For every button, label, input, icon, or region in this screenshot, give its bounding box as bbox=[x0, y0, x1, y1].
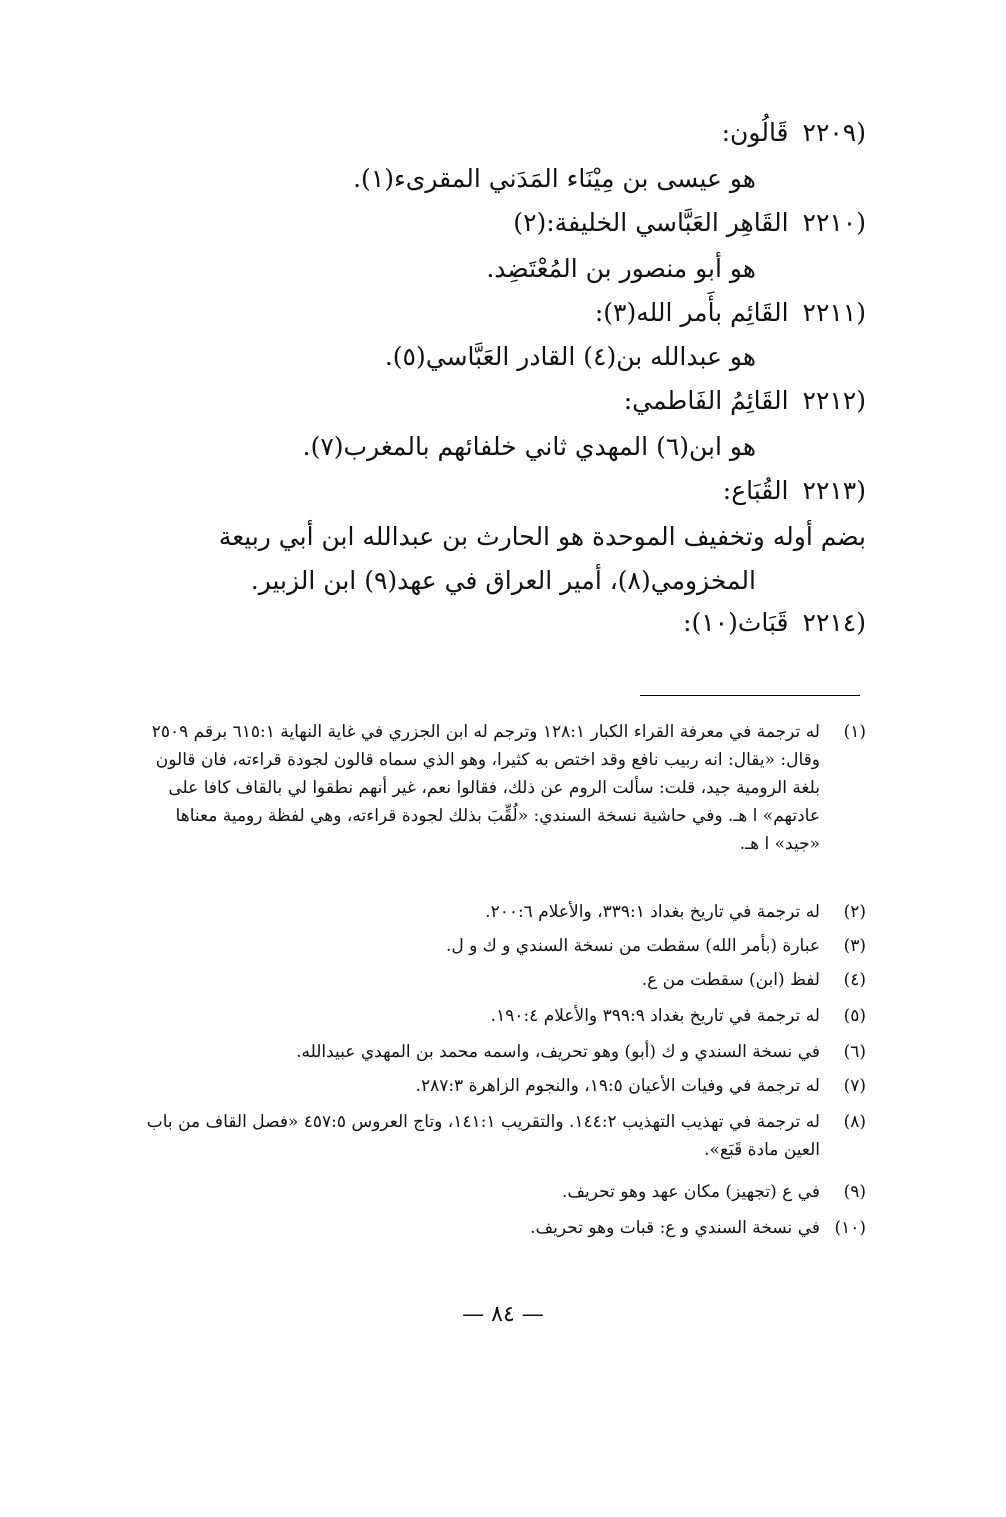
footnote-text: في نسخة السندي و ع: قبات وهو تحريف. bbox=[530, 1218, 820, 1238]
footnote-text: له ترجمة في معرفة القراء الكبار ١٢٨:١ وترجم له ابن الجزري في غاية النهاية ٦١٥:١ برقم ٢٥٠٩ وقال: «يقال: انه ربيب نافع وقد اختص به كثيرا، وهو الذي سماه قالون لجودة قراءته، فان قالون بلغة الرومية جيد، قلت: سألت الروم عن ذلك، فقالوا نعم، غير أنهم نطقوا لي بالقاف كافا على عادتهم» ا هـ. وفي حاشية نسخة السندي: «لُقِّبَ بذلك لجودة قراءته، وهي لفظة رومية معناها «جيد» ا هـ. bbox=[151, 722, 820, 854]
footnote-3 bbox=[140, 932, 866, 960]
footnote-text: لفظ (ابن) سقطت من ع. bbox=[641, 970, 820, 990]
footnote-text: له ترجمة في تاريخ بغداد ٣٩٩:٩ والأعلام ١٩٠:٤. bbox=[490, 1006, 820, 1026]
footnote-8 bbox=[140, 1108, 866, 1164]
footnote-number: (٤) bbox=[843, 970, 866, 990]
footnote-text: في ع (تجهيز) مكان عهد وهو تحريف. bbox=[561, 1182, 820, 1202]
entry-number: (٢٢١٠ bbox=[802, 208, 866, 237]
footnote-5 bbox=[140, 1002, 866, 1030]
entry-2213 bbox=[723, 476, 866, 505]
entry-number: (٢٢١١ bbox=[802, 298, 866, 327]
entry-title: القَاهِر العَبَّاسي الخليفة:(٢) bbox=[513, 208, 789, 237]
footnote-text: عبارة (بأمر الله) سقطت من نسخة السندي و ك و ل. bbox=[445, 936, 820, 956]
entry-2210 bbox=[513, 208, 866, 237]
entry-2212 bbox=[624, 386, 866, 415]
footnote-7 bbox=[140, 1072, 866, 1100]
footnote-text: في نسخة السندي و ك (أبو) وهو تحريف، واسمه محمد بن المهدي عبيدالله. bbox=[296, 1042, 820, 1062]
footnote-number: (٣) bbox=[843, 936, 866, 956]
footnote-9 bbox=[140, 1178, 866, 1206]
footnote-number: (٦) bbox=[843, 1042, 866, 1062]
footnote-text: له ترجمة في تهذيب التهذيب ١٤٤:٢. والتقريب ١٤١:١، وتاج العروس ٤٥٧:٥ «فصل القاف من باب العين مادة قَبَع». bbox=[146, 1112, 820, 1160]
definition-2210: هو أبو منصور بن المُعْتَضِد. bbox=[486, 254, 756, 283]
footnote-number: (٥) bbox=[843, 1006, 866, 1026]
definition-2212: هو ابن(٦) المهدي ثاني خلفائهم بالمغرب(٧). bbox=[302, 432, 756, 461]
footnote-number: (٩) bbox=[843, 1182, 866, 1202]
footnote-4 bbox=[140, 966, 866, 994]
definition-2211: هو عبدالله بن(٤) القادر العَبَّاسي(٥). bbox=[384, 342, 756, 371]
footnote-text: له ترجمة في تاريخ بغداد ٣٣٩:١، والأعلام ٢٠٠:٦. bbox=[485, 902, 820, 922]
entry-title: قَبَاث(١٠): bbox=[683, 608, 789, 637]
entry-2214 bbox=[683, 608, 866, 637]
footnote-text: له ترجمة في وفيات الأعيان ١٩:٥، والنجوم الزاهرة ٢٨٧:٣. bbox=[415, 1076, 820, 1096]
footnote-1 bbox=[140, 718, 866, 858]
entry-number: (٢٢١٤ bbox=[802, 608, 866, 637]
footnote-number: (١٠) bbox=[834, 1218, 866, 1238]
entry-2209 bbox=[722, 118, 866, 147]
footnote-number: (٢) bbox=[843, 902, 866, 922]
entry-title: القَائِم بأَمر الله(٣): bbox=[594, 298, 789, 327]
entry-number: (٢٢١٣ bbox=[802, 476, 866, 505]
entry-title: القُبَاع: bbox=[722, 476, 789, 505]
footnote-10 bbox=[140, 1214, 866, 1242]
definition-2213-line-1: بضم أوله وتخفيف الموحدة هو الحارث بن عبدالله ابن أبي ربيعة bbox=[218, 522, 866, 551]
footnote-6 bbox=[140, 1038, 866, 1066]
footnote-number: (٧) bbox=[843, 1076, 866, 1096]
definition-2213-line-2: المخزومي(٨)، أمير العراق في عهد(٩) ابن الزبير. bbox=[250, 566, 756, 595]
entry-title: القَائِمُ الفَاطمي: bbox=[623, 386, 789, 415]
footnote-number: (١) bbox=[843, 722, 866, 742]
entry-title: قَالُون: bbox=[721, 118, 789, 147]
entry-2211 bbox=[595, 298, 866, 327]
page-number: — ٨٤ — bbox=[462, 1302, 544, 1327]
entry-number: (٢٢٠٩ bbox=[802, 118, 866, 147]
footnote-number: (٨) bbox=[843, 1112, 866, 1132]
entry-number: (٢٢١٢ bbox=[802, 386, 866, 415]
footnote-2 bbox=[140, 898, 866, 926]
footnote-separator bbox=[640, 695, 860, 696]
definition-2209: هو عيسى بن مِيْنَاء المَدَني المقرىء(١). bbox=[353, 164, 756, 193]
